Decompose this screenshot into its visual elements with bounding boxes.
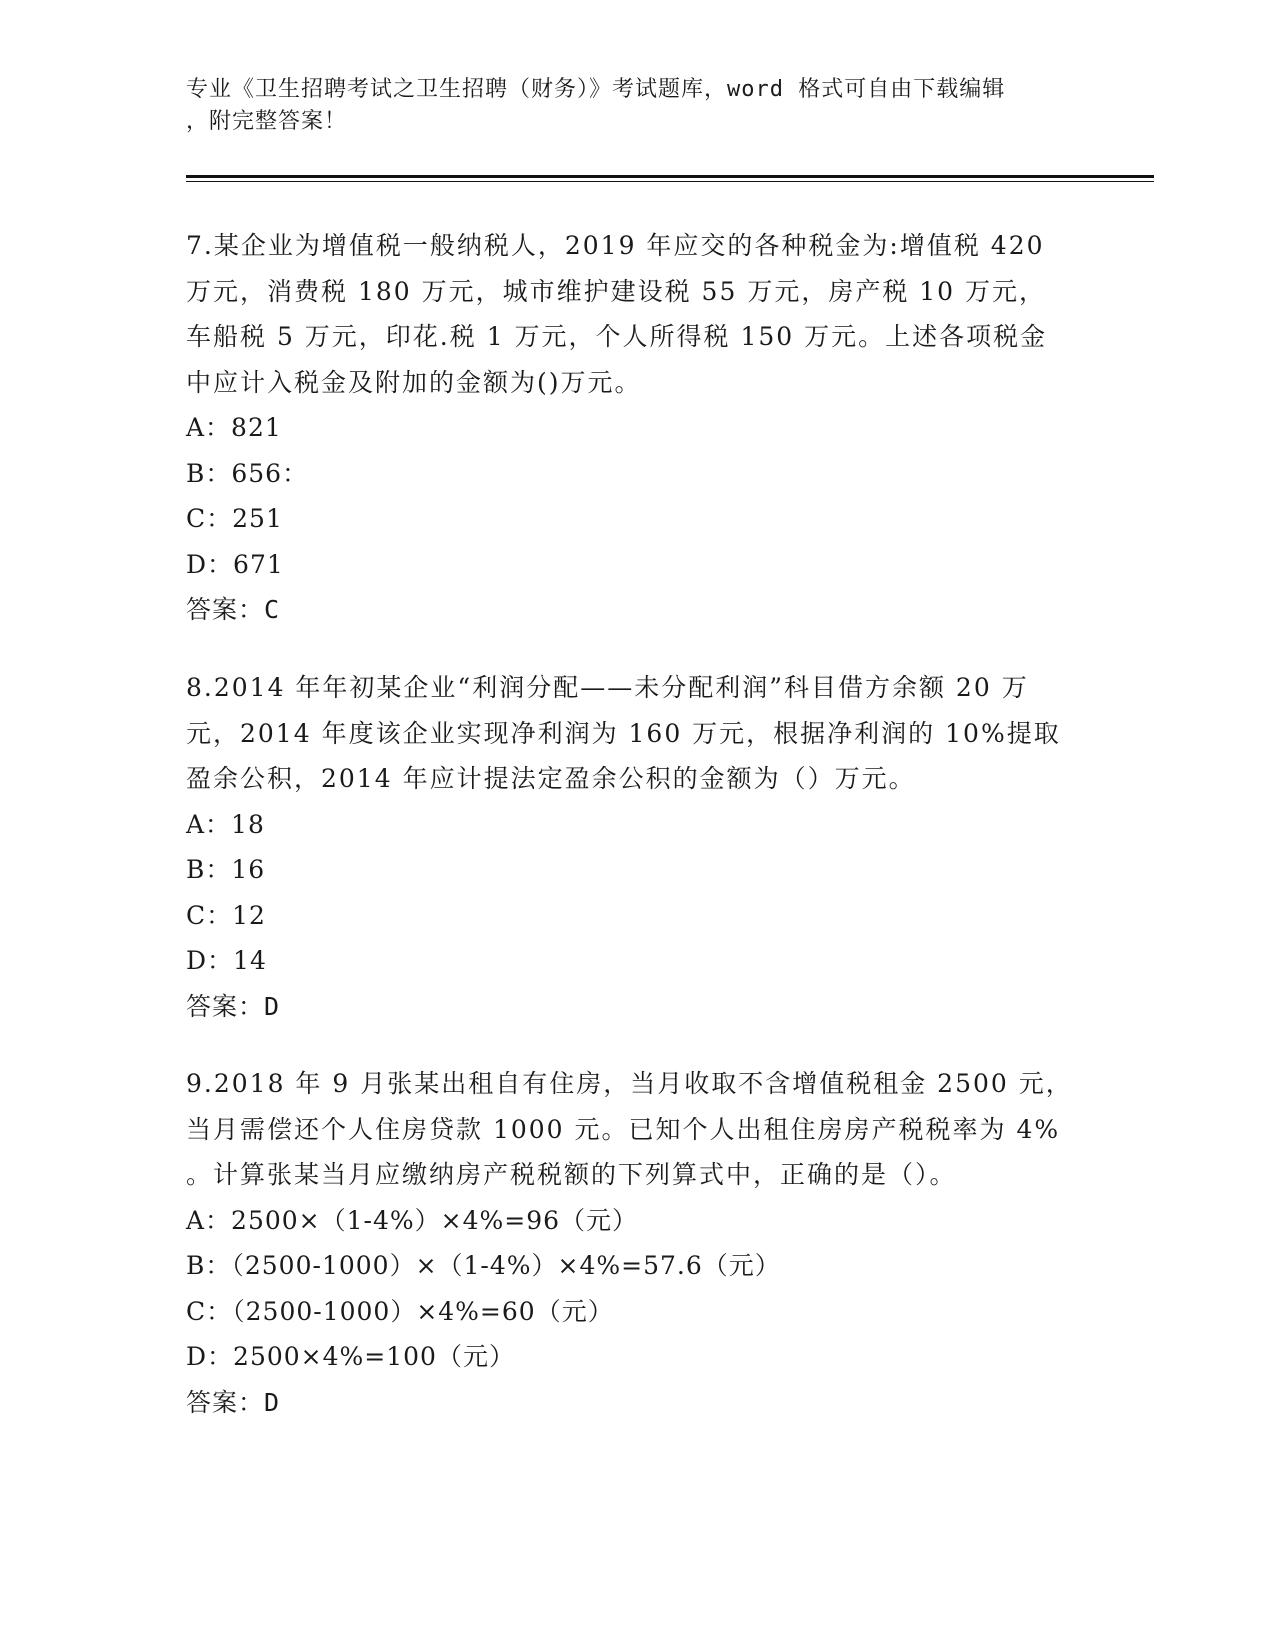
question-stem-line: 盈余公积，2014 年应计提法定盈余公积的金额为（）万元。 [186,764,916,793]
option-c: C：（2500-1000）×4%=60（元） [186,1296,614,1326]
option-b: B：16 [186,855,266,884]
question-stem-line: 当月需偿还个人住房贷款 1000 元。已知个人出租住房房产税税率为 4% [186,1114,1061,1144]
option-c: C：12 [186,900,266,930]
option-a: A：821 [186,413,282,442]
option-a: A：18 [186,809,265,839]
question-7 [186,223,1086,633]
question-stem-line: 中应计入税金及附加的金额为()万元。 [186,367,642,397]
document-header [186,74,1086,138]
header-line-1: 专业《卫生招聘考试之卫生招聘（财务）》考试题库，word 格式可自由下载编辑 [186,77,1006,102]
question-stem-line: 9.2018 年 9 月张某出租自有住房，当月收取不含增值税租金 2500 元， [186,1069,1073,1098]
option-d: D：14 [186,946,267,975]
header-divider-thin [186,181,1154,182]
header-divider-thick [186,175,1154,178]
option-d: D：671 [186,549,284,579]
header-line-2: ，附完整答案！ [186,109,348,134]
option-d: D：2500×4%=100（元） [186,1342,515,1371]
answer-line: 答案：D [186,991,281,1021]
answer-line: 答案：D [186,1387,281,1417]
question-stem-line: 7.某企业为增值税一般纳税人，2019 年应交的各种税金为:增值税 420 [186,231,1045,260]
question-stem-line: 车船税 5 万元，印花.税 1 万元，个人所得税 150 万元。上述各项税金 [186,322,1048,351]
question-8 [186,665,1086,1029]
question-stem-line: 元，2014 年度该企业实现净利润为 160 万元，根据净利润的 10%提取 [186,718,1061,748]
option-c: C：251 [186,504,283,533]
question-stem-line: 万元，消费税 180 万元，城市维护建设税 55 万元，房产税 10 万元， [186,276,1047,306]
option-a: A：2500×（1-4%）×4%=96（元） [186,1205,639,1235]
question-9 [186,1061,1086,1425]
question-stem-line: 。计算张某当月应缴纳房产税税额的下列算式中，正确的是（）。 [186,1160,957,1189]
option-b: B：656： [186,458,309,488]
question-stem-line: 8.2014 年年初某企业“利润分配——未分配利润”科目借方余额 20 万 [186,673,1029,702]
option-b: B：（2500-1000）×（1-4%）×4%=57.6（元） [186,1251,781,1280]
answer-line: 答案：C [186,595,281,624]
